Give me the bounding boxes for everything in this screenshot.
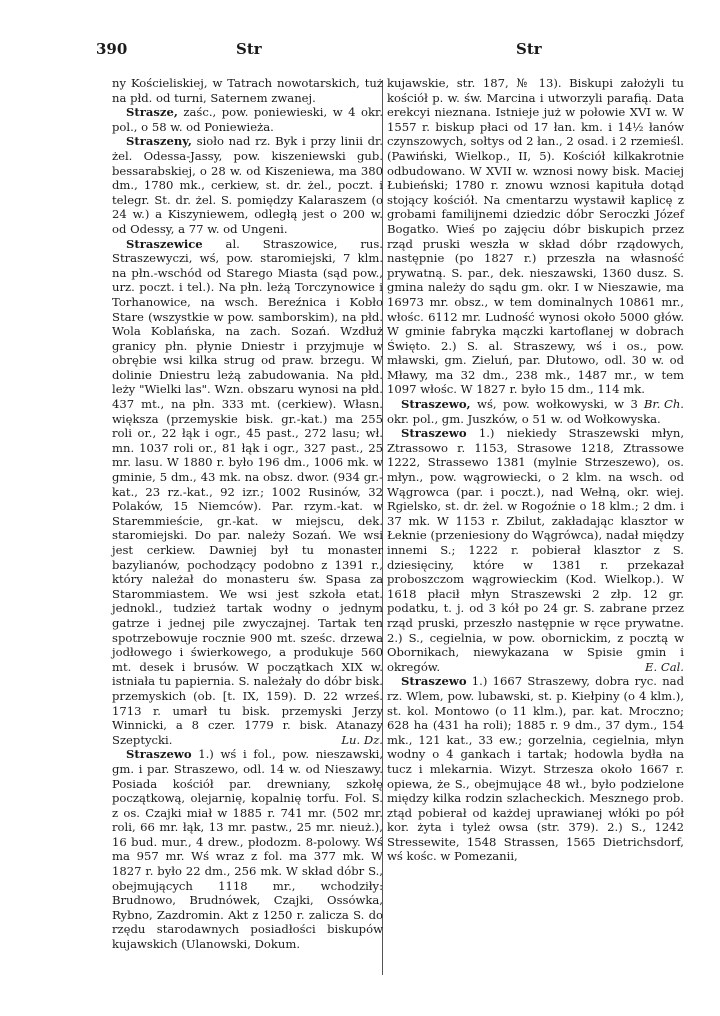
entry [387,426,684,674]
entry-text: sioło nad rz. Byk i przy linii dr. żel. Odessa-Jassy, pow. kiszeniewski gub. bessarabskiej, o 28 w. od Kiszeniewa, ma 380 dm., 1780 mk., cerkiew, st. dr. żel., poczt. i telegr. St. dr. żel. S. pomiędzy Kalaraszem (o 24 w.) a Kiszyniewem, odległą jest o 200 w. od Odessy, a 77 w. od Ungeni. [112,134,383,236]
entry-headword: Straszewo [401,426,467,441]
entry-headword: Straszeny, [126,134,192,149]
entry-text: 1.) niekiedy Straszewski młyn, Ztrassowo r. 1153, Strasowe 1218, Ztrassowe 1222, Strassewo 1381 (mylnie Strzeszewo), os. młyn., pow. wągrowiecki, o 2 klm. na wsch. od Wągrowca (par. i poczt.), nad Wełną, okr. wiej. Rgielsko, st. dr. żel. w Rogoźnie o 18 klm.; 2 dm. i 37 mk. W 1153 r. Zbilut, zakładając klasztor w Łeknie (przeniesiony do Wągrówca), nadał między innemi S.; 1222 r. pobierał klasztor z S. dziesięciny, które w 1381 r. przekazał proboszczom wągrowieckim (Kod. Wielkop.). W 1618 płacił młyn Straszewski 2 złp. 12 gr. podatku, t. j. od 3 kół po 24 gr. S. zabrane przez rząd pruski, przeszło następnie w ręce prywatne. 2.) S., cegielnia, w pow. obornickim, z pocztą w Obornikach, niewykazana w Spisie gmin i okregów. [387,426,685,674]
entry [387,674,684,864]
entry [112,105,383,134]
entry-text: zaśc., pow. poniewieski, w 4 okr. pol., o 58 w. od Poniewieża. [112,105,384,134]
entry [112,134,383,236]
entry [112,237,383,748]
entry-headword: Straszewo [401,674,467,689]
entry-text: al. Straszowice, rus. Straszewyczi, wś, pow. staromiejski, 7 klm. na płn.-wschód od Starego Miasta (sąd pow., urz. poczt. i tel.). Na płn. leżą Torczynowice i Torhanowice, na wsch. Bereźnica i Kobło Stare (wszystkie w pow. samborskim), na płd. Wola Koblańska, na zach. Sozań. Wzdłuż granicy płn. płynie Dniestr i przyjmuje w obrębie wsi kilka strug od praw. brzegu. W dolinie Dniestru leżą zabudowania. Na płd. leży "Wielki las". Wzn. obszaru wynosi na płd. 437 mt., na płn. 333 mt. (cerkiew). Własn. większa (przemyskie bisk. gr.-kat.) ma 255 roli or., 22 łąk i ogr., 45 past., 272 lasu; wł. mn. 1037 roli or., 81 łąk i ogr., 327 past., 25 mr. lasu. W 1880 r. było 196 dm., 1006 mk. w gminie, 5 dm., 43 mk. na obsz. dwor. (934 gr.-kat., 23 rz.-kat., 92 izr.; 1002 Rusinów, 32 Polaków, 15 Niemców). Par. rzym.-kat. w Staremmieście, gr.-kat. w miejscu, dek. staromiejski. Do par. należy Sozań. We wsi jest cerkiew. Dawniej był tu monaster bazylianów, pochodzący podobno z 1391 r., który należał do monasteru św. Spasa za Starommiastem. We wsi jest szkoła etat. jednokl., tudzież tartak wodny o jednym gatrze i jednej pile zwyczajnej. Tartak ten spotrzebowuje rocznie 900 mt. sześc. drzewa jodłowego i świerkowego, a produkuje 560 mt. desek i brusów. W początkach XIX w. istniała tu papiernia. S. należały do dóbr bisk. przemyskich (ob. [t. IX, 159). D. 22 wrześ. 1713 r. umarł tu bisk. przemyski Jerzy Winnicki, a 8 czer. 1779 r. bisk. Atanazy Szeptycki. [112,236,383,747]
entry-headword: Straszewo, [401,397,471,412]
author-signature: E. Cal. [644,659,684,674]
entry-headword: Strasze, [126,105,178,120]
entry-text: 1.) 1667 Straszewy, dobra ryc. nad rz. Wlem, pow. lubawski, st. p. Kiełpiny (o 4 klm.), st. kol. Montowo (o 11 klm.), par. kat. Mroczno; 628 ha (431 ha roli); 1885 r. 9 dm., 37 dym., 154 mk., 121 kat., 33 ew.; gorzelnia, cegielnia, młyn wodny o 4 gankach i tartak; hodowla bydła na tucz i mlekarnia. Wizyt. Strzesza około 1667 r. opiewa, że S., obejmujące 48 wł., było podzielone między kilka rodzin szlacheckich. Mesznego prob. ztąd pobierał od każdej uprawianej włóki po pół kor. żyta i tyleż owsa (str. 379). 2.) S., 1242 Stressewite, 1548 Strassen, 1565 Dietrichsdorf, wś kośc. w Pomezanii, [387,674,684,864]
author-signature: Br. Ch. [643,397,684,412]
entry [112,747,383,951]
entry-headword: Straszewice [126,236,203,251]
entry-text: 1.) wś i fol., pow. nieszawski, gm. i par. Straszewo, odl. 14 w. od Nieszawy. Posiada kościół par. drewniany, szkołę początkową, olejarnię, kopalnię torfu. Fol. S. z os. Czajki miał w 1885 r. 741 mr. (502 mr. roli, 66 mr. łąk, 13 mr. pastw., 25 mr. nieuż.), 16 bud. mur., 4 drew., płodozm. 8-polowy. Wś ma 957 mr. Wś wraz z fol. ma 377 mk. W 1827 r. było 22 dm., 256 mk. W skład dóbr S., obejmujących 1118 mr., wchodziły: Brudnowo, Brudnówek, Czajki, Ossówka, Rybno, Zazdromin. Akt z 1250 r. zalicza S. do rzędu starodawnych posiadłości biskupów kujawskich (Ulanowski, Dokum. [112,747,384,952]
entry-text: wś, pow. wołkowyski, w 3 okr. pol., gm. Juszków, o 51 w. od Wołkowyska. [387,397,661,426]
right-column [387,76,684,864]
entry-text: kujawskie, str. 187, № 13). Biskupi założyli tu kościół p. w. św. Marcina i utworzyli parafią. Data erekcyi nieznana. Istnieje już w połowie XVI w. W 1557 r. biskup płaci od 17 łan. km. i 14½ łanów czynszowych, sołtys od 2 łan., 2 osad. i 2 rzemieśl. (Pawiński, Wielkop., II, 5). Kościół kilkakrotnie odbudowano. W XVII w. wznosi nowy bisk. Maciej Łubieński; 1780 r. znowu wznosi kapituła dotąd stojący kościół. Na cmentarzu wystawił kaplicę z grobami familijnemi dziedzic dóbr Seroczki Józef Bogatko. Wieś po zajęciu dóbr biskupich przez rząd pruski weszła w skład dóbr rządowych, następnie (po 1827 r.) przeszła na własność prywatną. S. par., dek. nieszawski, 1360 dusz. S. gmina należy do sądu gm. okr. I w Nieszawie, ma 16973 mr. obsz., w tem dominalnych 10861 mr., włośc. 6112 mr. Ludność wynosi około 5000 głów. W gminie fabryka mączki kartoflanej w dobrach Święto. 2.) S. al. Straszewy, wś i os., pow. mławski, gm. Zieluń, par. Dłutowo, odl. 30 w. od Mławy, ma 32 dm., 238 mk., 1487 mr., w tem 1097 włośc. W 1827 r. było 15 dm., 114 mk. [387,76,684,397]
entry: ny Kościeliskiej, w Tatrach nowotarskich, tuż na płd. od turni, Saternem zwanej. [112,76,383,105]
left-column [112,76,383,952]
running-headword-right: Str [516,40,542,58]
entry-headword: Straszewo [126,747,192,762]
running-headword-left: Str [236,40,262,58]
author-signature: Lu. Dz. [341,732,383,747]
page-number: 390 [96,40,128,58]
page-header [96,40,676,62]
